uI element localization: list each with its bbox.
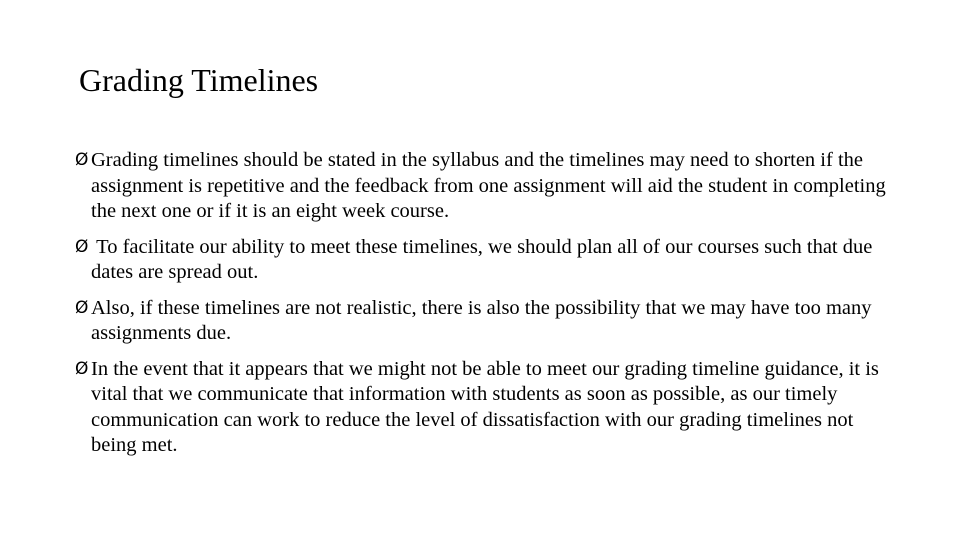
bullet-text: Grading timelines should be stated in the syllabus and the timelines may need to shorten if the assignment is repetitive and the feedback from one assignment will aid the student in completing the next one or if it is an eight week course. [91, 149, 886, 222]
bullet-text: To facilitate our ability to meet these timelines, we should plan all of our courses such that due dates are spread out. [91, 235, 878, 283]
arrow-bullet-icon: Ø [75, 297, 89, 318]
arrow-bullet-icon: Ø [75, 358, 89, 379]
bullet-item [75, 235, 895, 286]
bullet-text: Also, if these timelines are not realistic, there is also the possibility that we may have too many assignments due. [91, 296, 872, 344]
arrow-bullet-icon: Ø [75, 150, 89, 170]
arrow-bullet-icon: Ø [75, 236, 89, 257]
bullet-text: In the event that it appears that we might not be able to meet our grading timeline guidance, it is vital that we communicate that information with students as soon as possible, as our timely communication can work to reduce the level of dissatisfaction with our grading timelines not being met. [91, 357, 879, 456]
bullet-list [75, 148, 895, 469]
slide-title: Grading Timelines [79, 62, 319, 98]
bullet-item [75, 357, 895, 459]
bullet-item [75, 148, 895, 225]
bullet-item [75, 296, 895, 347]
